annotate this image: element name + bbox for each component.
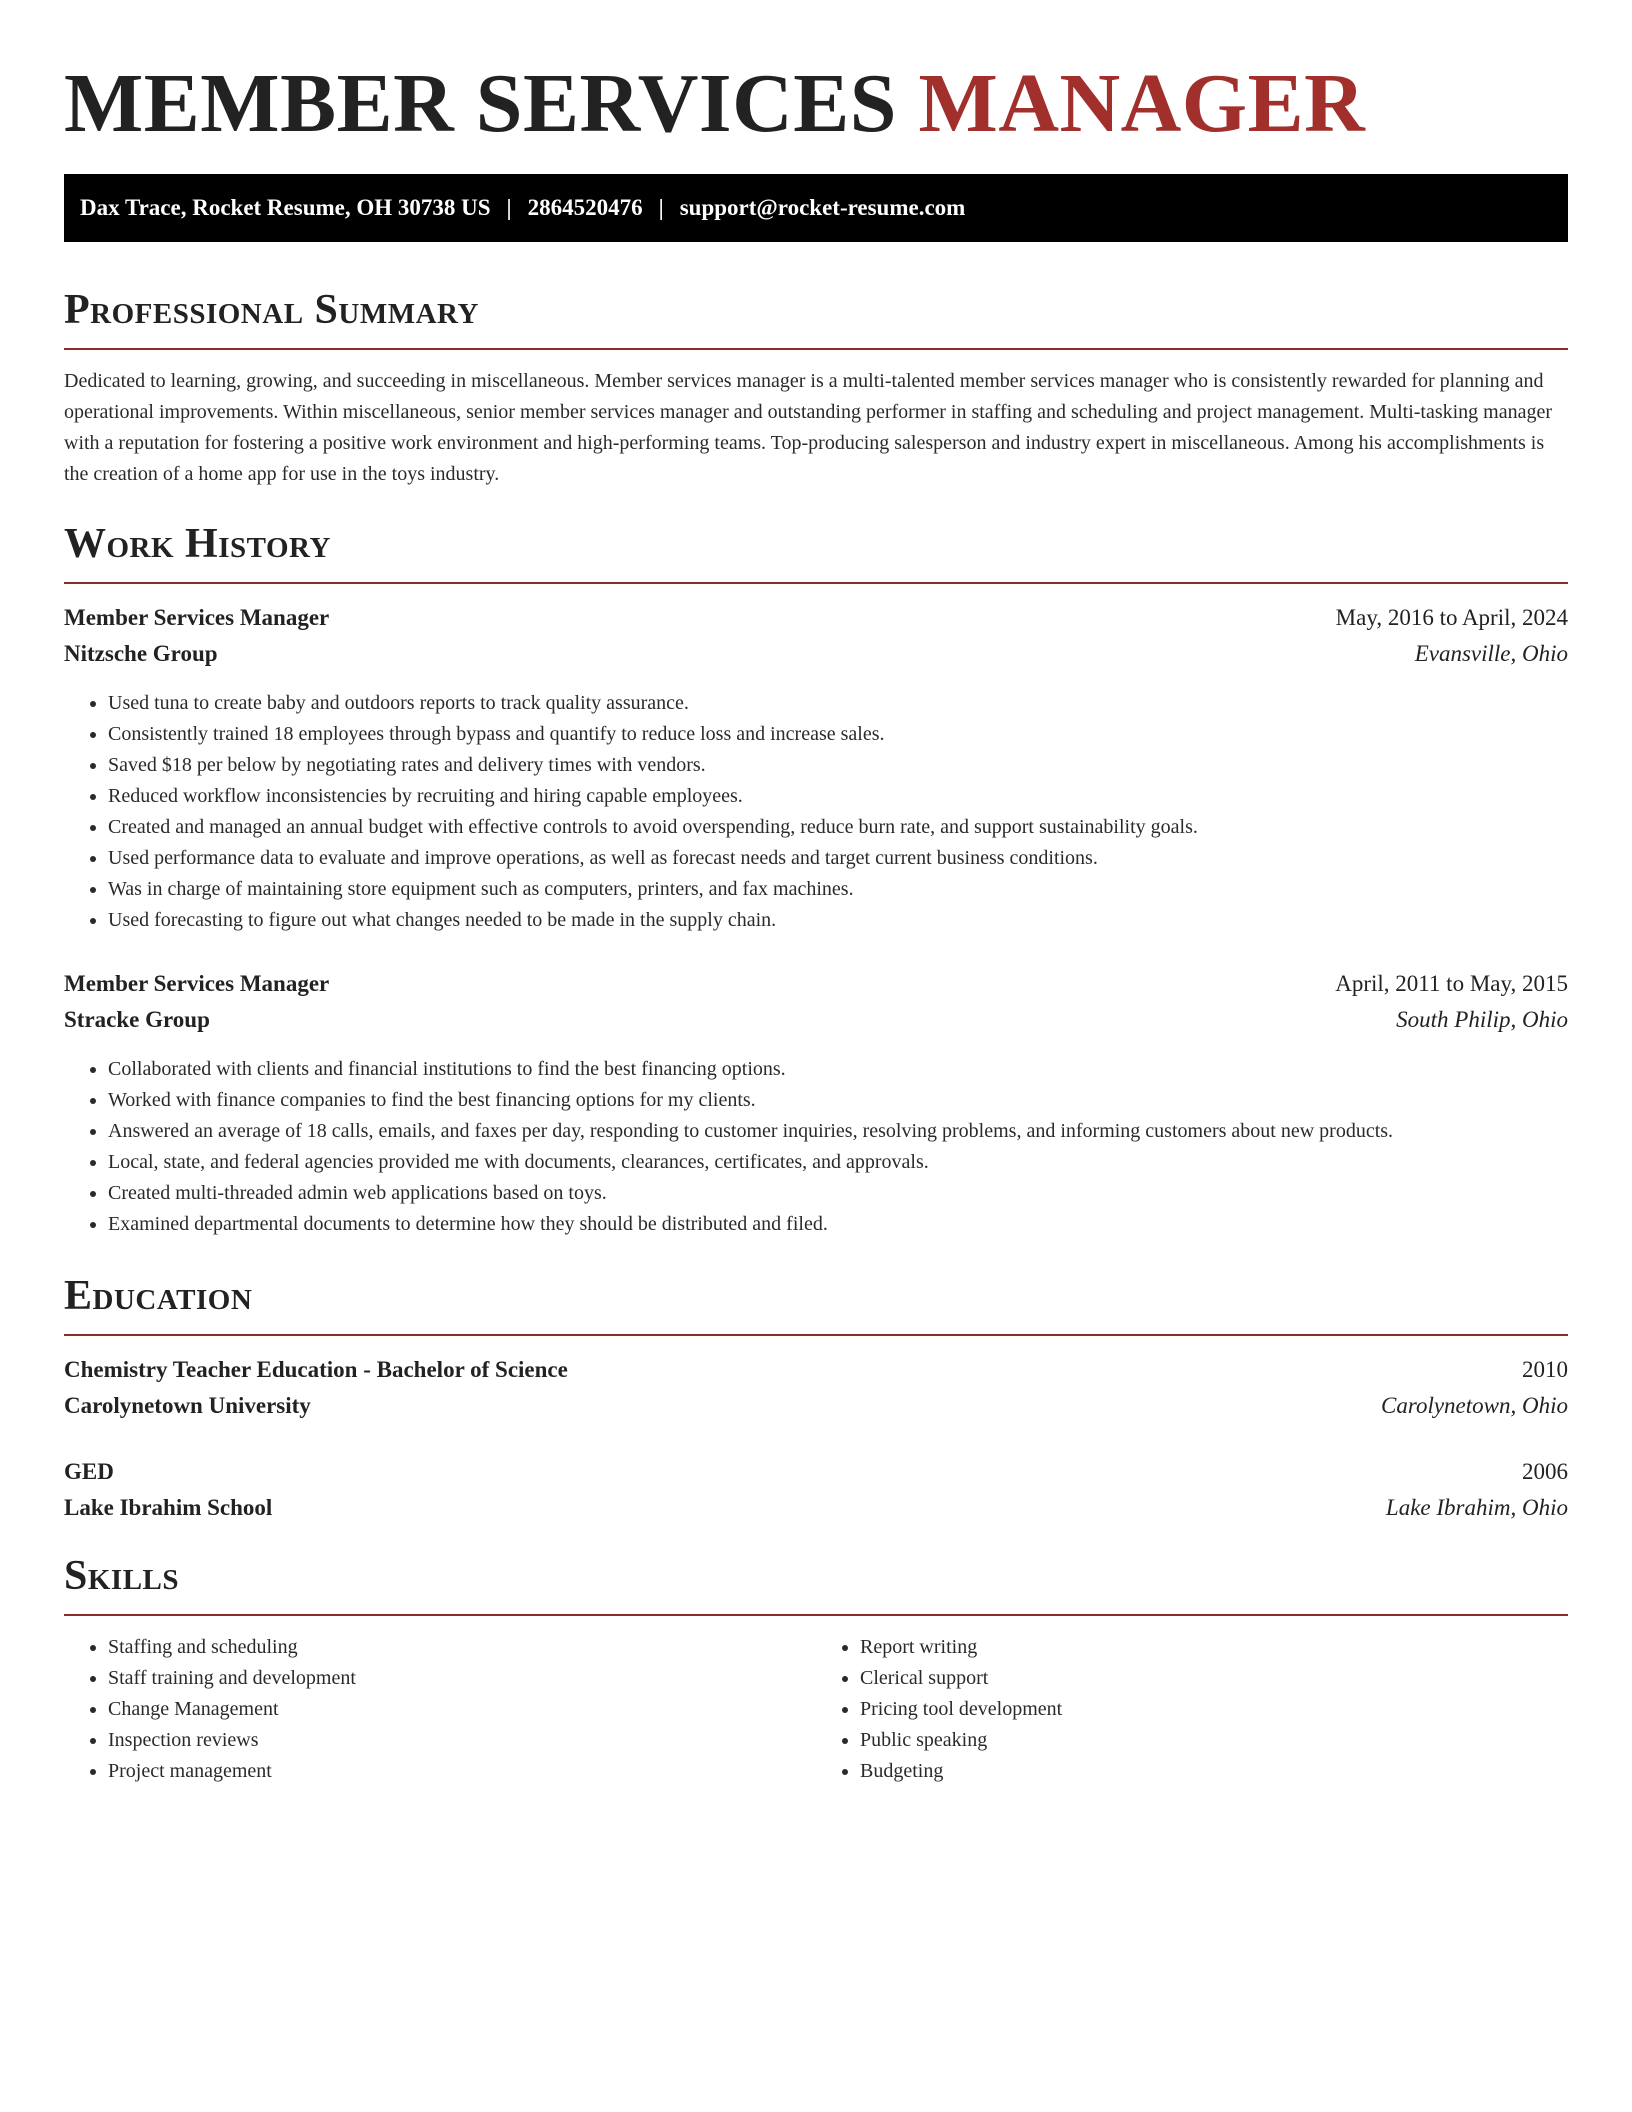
skill-item: • Change Management bbox=[108, 1694, 816, 1725]
skill-item: • Report writing bbox=[860, 1632, 1568, 1663]
job-bullet: • Used forecasting to figure out what changes needed to be made in the supply chain. bbox=[108, 905, 1568, 936]
education-school: Lake Ibrahim School bbox=[64, 1495, 273, 1520]
section-divider bbox=[64, 1334, 1568, 1336]
contact-separator: | bbox=[506, 195, 512, 220]
education-degree: GED bbox=[64, 1459, 114, 1484]
education-school: Carolynetown University bbox=[64, 1393, 311, 1418]
job-bullet: • Saved $18 per below by negotiating rates and delivery times with vendors. bbox=[108, 750, 1568, 781]
skill-item: • Project management bbox=[108, 1756, 816, 1787]
skill-item: • Clerical support bbox=[860, 1663, 1568, 1694]
summary-section bbox=[64, 284, 1568, 490]
job-title: Member Services Manager bbox=[64, 605, 330, 630]
job-bullet: • Used tuna to create baby and outdoors reports to track quality assurance. bbox=[108, 688, 1568, 719]
contact-separator: | bbox=[658, 195, 664, 220]
skill-item: • Pricing tool development bbox=[860, 1694, 1568, 1725]
contact-bar bbox=[64, 174, 1568, 242]
education-year: 2006 bbox=[1522, 1459, 1568, 1484]
resume-title bbox=[64, 54, 1568, 154]
education-entry bbox=[64, 1454, 1568, 1526]
job-bullets bbox=[64, 688, 1568, 936]
job-bullet: • Examined departmental documents to determine how they should be distributed and filed. bbox=[108, 1209, 1568, 1240]
job-company: Stracke Group bbox=[64, 1007, 210, 1032]
section-divider bbox=[64, 1614, 1568, 1616]
education-section bbox=[64, 1270, 1568, 1526]
job-bullet: • Created multi-threaded admin web applications based on toys. bbox=[108, 1178, 1568, 1209]
job-bullet: • Collaborated with clients and financial institutions to find the best financing options. bbox=[108, 1054, 1568, 1085]
job-dates: May, 2016 to April, 2024 bbox=[1335, 605, 1568, 630]
job-bullet: • Reduced workflow inconsistencies by recruiting and hiring capable employees. bbox=[108, 781, 1568, 812]
education-degree: Chemistry Teacher Education - Bachelor of Science bbox=[64, 1357, 568, 1382]
education-school-row bbox=[64, 1388, 1568, 1424]
job-bullet: • Worked with finance companies to find the best financing options for my clients. bbox=[108, 1085, 1568, 1116]
skills-heading: Skills bbox=[64, 1553, 180, 1599]
job-header-row bbox=[64, 966, 1568, 1002]
education-school-row bbox=[64, 1490, 1568, 1526]
summary-heading: Professional Summary bbox=[64, 287, 479, 333]
education-year: 2010 bbox=[1522, 1357, 1568, 1382]
section-divider bbox=[64, 582, 1568, 584]
education-location: Carolynetown, Ohio bbox=[1381, 1393, 1568, 1418]
job-company-row bbox=[64, 1002, 1568, 1038]
work-history-heading: Work History bbox=[64, 521, 331, 567]
contact-phone: 2864520476 bbox=[527, 195, 643, 220]
work-history-section bbox=[64, 518, 1568, 1240]
job-bullet: • Used performance data to evaluate and improve operations, as well as forecast needs and target current business conditions. bbox=[108, 843, 1568, 874]
job-bullets bbox=[64, 1054, 1568, 1240]
job-company: Nitzsche Group bbox=[64, 641, 218, 666]
education-location: Lake Ibrahim, Ohio bbox=[1385, 1495, 1568, 1520]
job-entry bbox=[64, 600, 1568, 936]
job-header-row bbox=[64, 600, 1568, 636]
job-bullet: • Answered an average of 18 calls, emails, and faxes per day, responding to customer inquiries, resolving problems, and informing customers about new products. bbox=[108, 1116, 1568, 1147]
section-divider bbox=[64, 348, 1568, 350]
title-accent: MANAGER bbox=[918, 57, 1366, 150]
education-heading: Education bbox=[64, 1273, 253, 1319]
skill-item: • Public speaking bbox=[860, 1725, 1568, 1756]
skills-grid bbox=[64, 1632, 1568, 1787]
skill-item: • Staffing and scheduling bbox=[108, 1632, 816, 1663]
job-bullet: • Local, state, and federal agencies provided me with documents, clearances, certificates, and approvals. bbox=[108, 1147, 1568, 1178]
contact-email: support@rocket-resume.com bbox=[679, 195, 966, 220]
skill-item: • Budgeting bbox=[860, 1756, 1568, 1787]
job-company-row bbox=[64, 636, 1568, 672]
job-dates: April, 2011 to May, 2015 bbox=[1335, 971, 1568, 996]
job-location: Evansville, Ohio bbox=[1414, 641, 1568, 666]
title-main: MEMBER SERVICES bbox=[64, 57, 898, 150]
job-title: Member Services Manager bbox=[64, 971, 330, 996]
job-location: South Philip, Ohio bbox=[1396, 1007, 1568, 1032]
job-entry bbox=[64, 966, 1568, 1240]
skills-section bbox=[64, 1550, 1568, 1787]
education-header-row bbox=[64, 1454, 1568, 1490]
contact-address: Dax Trace, Rocket Resume, OH 30738 US bbox=[80, 195, 491, 220]
job-bullet: • Consistently trained 18 employees through bypass and quantify to reduce loss and increase sales. bbox=[108, 719, 1568, 750]
education-entry bbox=[64, 1352, 1568, 1424]
job-bullet: • Was in charge of maintaining store equipment such as computers, printers, and fax machines. bbox=[108, 874, 1568, 905]
summary-text: Dedicated to learning, growing, and succeeding in miscellaneous. Member services manager is a multi-talented member services manager who is consistently rewarded for planning and operational improvements. Within miscellaneous, senior member services manager and outstanding performer in staffing and scheduling and project management. Multi-tasking manager with a reputation for fostering a positive work environment and high-performing teams. Top-producing salesperson and industry expert in miscellaneous. Among his accomplishments is the creation of a home app for use in the toys industry. bbox=[64, 370, 1553, 485]
skills-list-left bbox=[64, 1632, 816, 1787]
education-header-row bbox=[64, 1352, 1568, 1388]
skill-item: • Inspection reviews bbox=[108, 1725, 816, 1756]
job-bullet: • Created and managed an annual budget with effective controls to avoid overspending, reduce burn rate, and support sustainability goals. bbox=[108, 812, 1568, 843]
skills-list-right bbox=[816, 1632, 1568, 1787]
skill-item: • Staff training and development bbox=[108, 1663, 816, 1694]
